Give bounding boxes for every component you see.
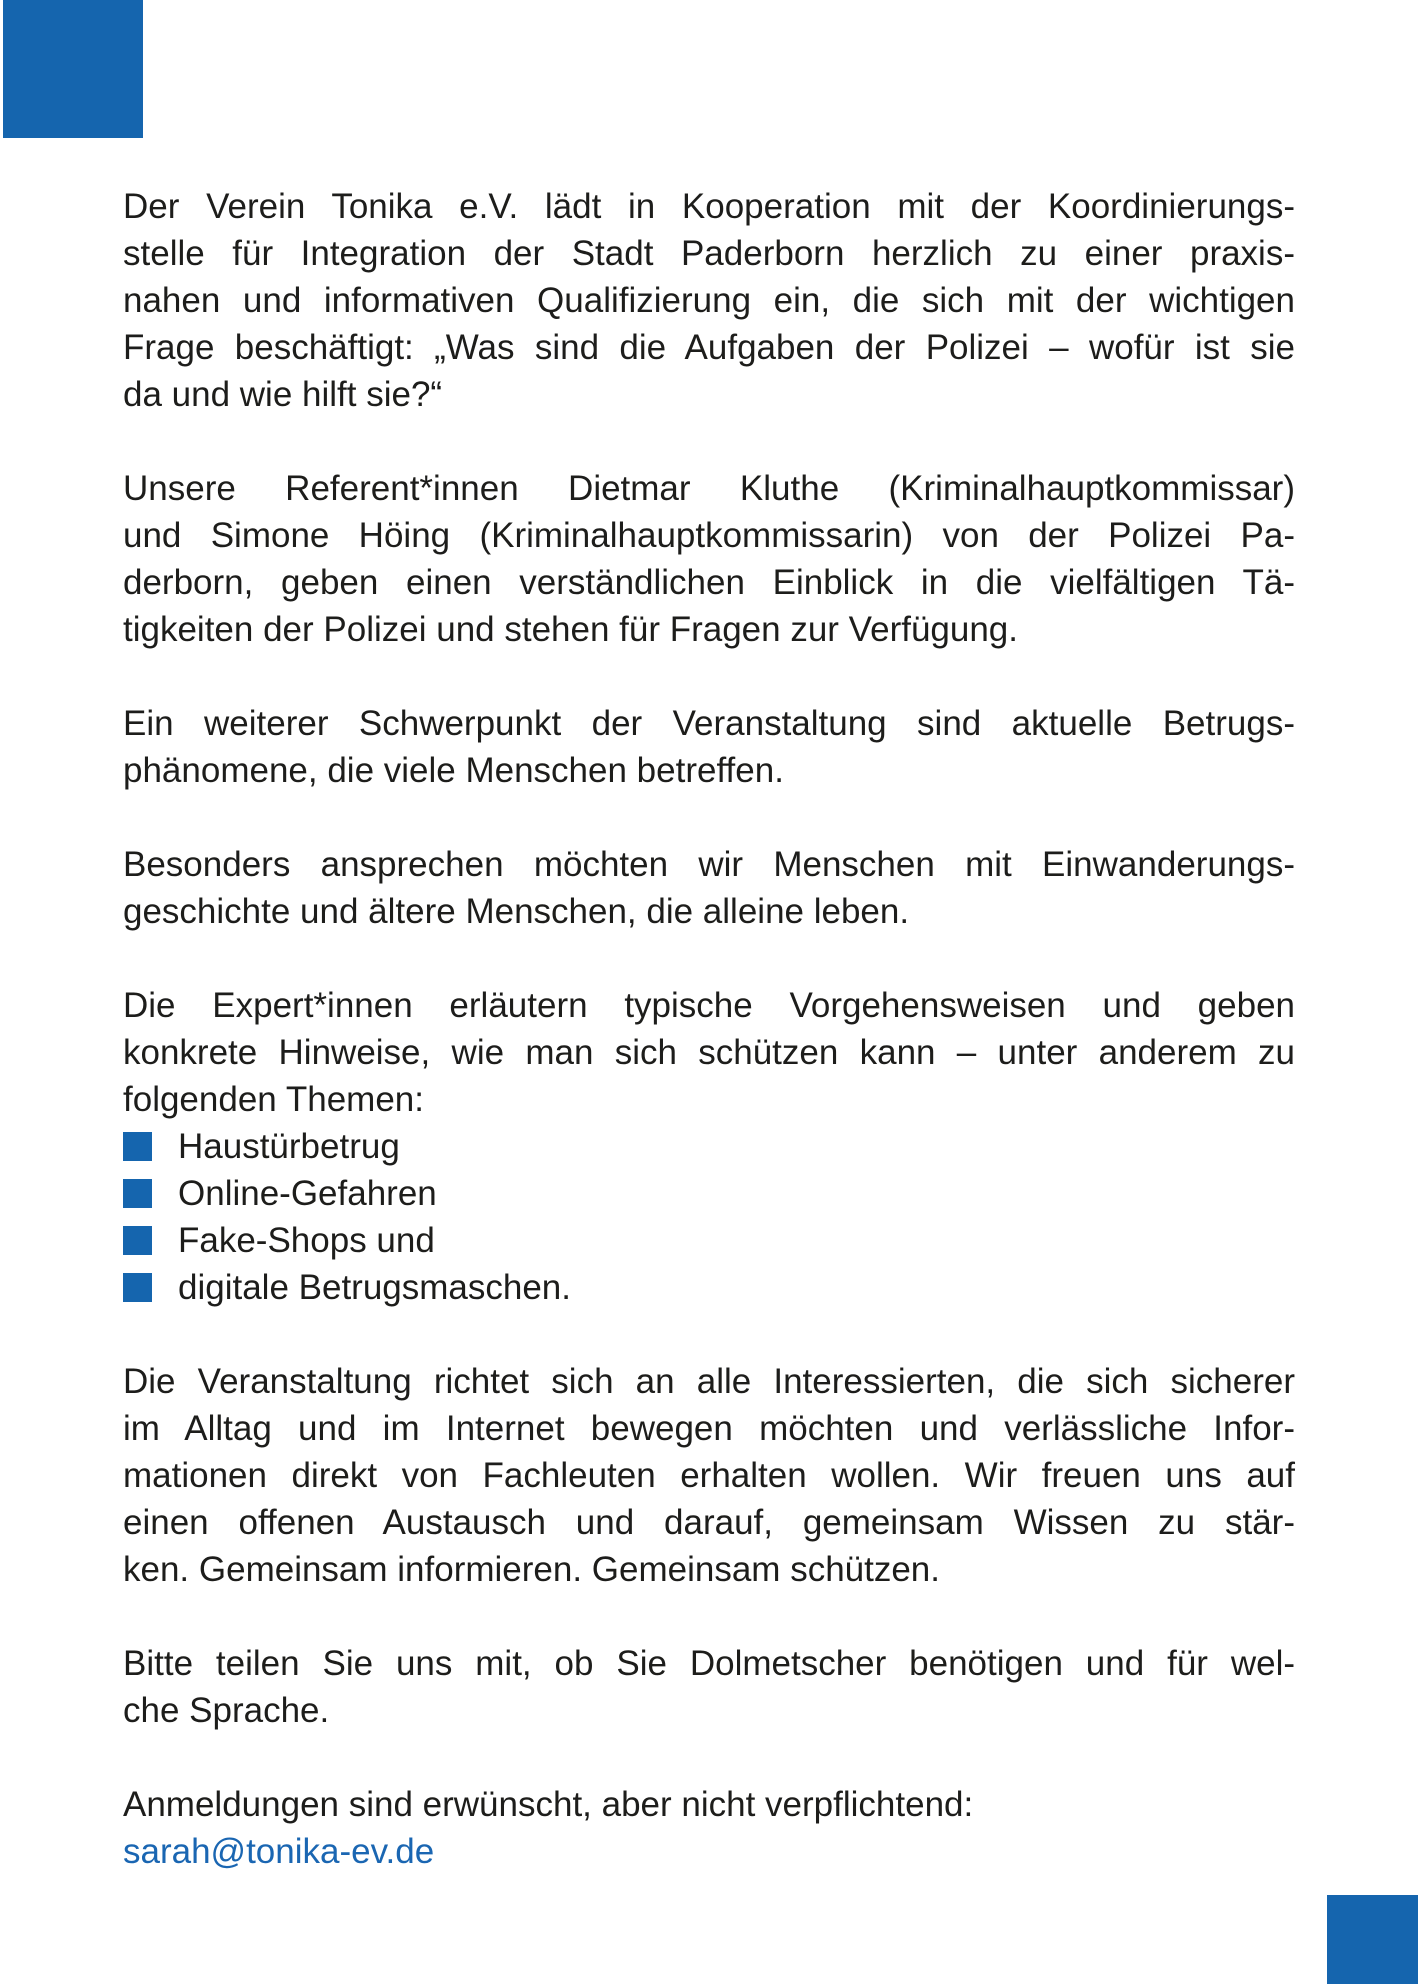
text-line: Unsere Referent*innen Dietmar Kluthe (Kriminalhauptkommissar) xyxy=(123,469,1295,508)
text-line: Die Veranstaltung richtet sich an alle Interessierten, die sich sicherer xyxy=(123,1362,1295,1401)
text-line: Frage beschäftigt: „Was sind die Aufgaben der Polizei – wofür ist sie xyxy=(123,328,1295,367)
text-line: konkrete Hinweise, wie man sich schützen kann – unter anderem zu xyxy=(123,1033,1295,1072)
topics-bullet-list xyxy=(123,1123,1295,1311)
top-left-square-decoration xyxy=(3,0,143,138)
paragraph-audience-invite xyxy=(123,1358,1295,1593)
square-bullet-icon xyxy=(123,1226,152,1255)
text-line xyxy=(123,1828,1295,1875)
text-line: Anmeldungen sind erwünscht, aber nicht verpflichtend: xyxy=(123,1785,974,1824)
text-line: tigkeiten der Polizei und stehen für Fragen zur Verfügung. xyxy=(123,610,1018,649)
paragraph-interpreter xyxy=(123,1640,1295,1734)
bottom-right-square-decoration xyxy=(1327,1895,1418,1984)
square-bullet-icon xyxy=(123,1132,152,1161)
bullet-label: Online-Gefahren xyxy=(178,1174,437,1213)
text-line: stelle für Integration der Stadt Paderborn herzlich zu einer praxis- xyxy=(123,234,1295,273)
text-line: derborn, geben einen verständlichen Einblick in die vielfältigen Tä- xyxy=(123,563,1295,602)
paragraph-focus xyxy=(123,700,1295,794)
list-item xyxy=(123,1123,1295,1170)
text-line: geschichte und ältere Menschen, die alleine leben. xyxy=(123,892,910,931)
list-item xyxy=(123,1264,1295,1311)
paragraph-invitation xyxy=(123,183,1295,418)
text-line: ken. Gemeinsam informieren. Gemeinsam schützen. xyxy=(123,1550,940,1589)
list-item xyxy=(123,1217,1295,1264)
square-bullet-icon xyxy=(123,1179,152,1208)
text-line: phänomene, die viele Menschen betreffen. xyxy=(123,751,784,790)
bullet-label: Haustürbetrug xyxy=(178,1127,400,1166)
text-line: che Sprache. xyxy=(123,1691,330,1730)
paragraph-target-audience xyxy=(123,841,1295,935)
list-item xyxy=(123,1170,1295,1217)
text-line: mationen direkt von Fachleuten erhalten wollen. Wir freuen uns auf xyxy=(123,1456,1295,1495)
email-link[interactable]: sarah@tonika-ev.de xyxy=(123,1832,435,1871)
text-line: Besonders ansprechen möchten wir Menschen mit Einwanderungs- xyxy=(123,845,1295,884)
paragraph-topics-intro xyxy=(123,982,1295,1123)
text-line: da und wie hilft sie?“ xyxy=(123,375,443,414)
paragraph-speakers xyxy=(123,465,1295,653)
text-line: Bitte teilen Sie uns mit, ob Sie Dolmetscher benötigen und für wel- xyxy=(123,1644,1295,1683)
text-line: einen offenen Austausch und darauf, gemeinsam Wissen zu stär- xyxy=(123,1503,1295,1542)
bullet-label: digitale Betrugsmaschen. xyxy=(178,1268,571,1307)
text-line: nahen und informativen Qualifizierung ein, die sich mit der wichtigen xyxy=(123,281,1295,320)
text-line: und Simone Höing (Kriminalhauptkommissarin) von der Polizei Pa- xyxy=(123,516,1295,555)
text-line: Ein weiterer Schwerpunkt der Veranstaltung sind aktuelle Betrugs- xyxy=(123,704,1295,743)
paragraph-registration xyxy=(123,1781,1295,1875)
text-line: folgenden Themen: xyxy=(123,1080,424,1119)
body-text xyxy=(123,183,1295,1922)
bullet-label: Fake-Shops und xyxy=(178,1221,435,1260)
text-line: im Alltag und im Internet bewegen möchten und verlässliche Infor- xyxy=(123,1409,1295,1448)
text-line: Die Expert*innen erläutern typische Vorgehensweisen und geben xyxy=(123,986,1295,1025)
square-bullet-icon xyxy=(123,1273,152,1302)
text-line: Der Verein Tonika e.V. lädt in Kooperation mit der Koordinierungs- xyxy=(123,187,1295,226)
